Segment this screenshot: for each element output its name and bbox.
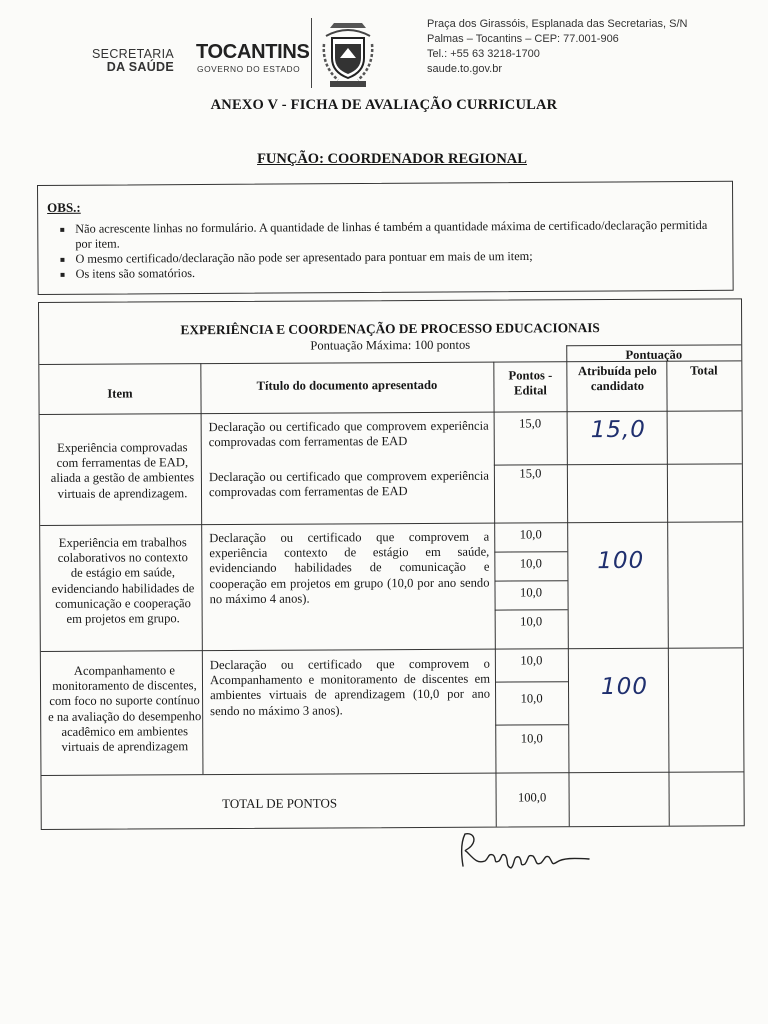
observations-list bbox=[46, 218, 726, 282]
state-government-label: GOVERNO DO ESTADO bbox=[197, 64, 301, 74]
address-line: Praça dos Girassóis, Esplanada das Secretarias, S/N bbox=[427, 18, 688, 30]
rule bbox=[495, 681, 568, 682]
document-cell: Declaração ou certificado que comprovem experiência comprovadas com ferramentas de EAD bbox=[208, 418, 489, 450]
address-phone: Tel.: +55 63 3218-1700 bbox=[427, 48, 540, 60]
points-cell: 10,0 bbox=[519, 527, 542, 542]
points-cell: 10,0 bbox=[520, 731, 543, 746]
total-points: 100,0 bbox=[517, 790, 547, 805]
rule bbox=[495, 609, 568, 610]
item-cell: Acompanhamento e monitoramento de discentes, com foco no suporte contínuo e na avaliação do desempenho acadêmico em ambientes virtuais de aprendizagem bbox=[48, 663, 202, 754]
rule bbox=[494, 551, 567, 552]
coat-of-arms-icon bbox=[318, 14, 378, 92]
rule bbox=[40, 410, 742, 415]
section-title: EXPERIÊNCIA E COORDENAÇÃO DE PROCESSO EDUCACIONAIS bbox=[180, 320, 600, 338]
section-subtitle: Pontuação Máxima: 100 pontos bbox=[310, 337, 471, 353]
handwritten-score: 100 bbox=[597, 547, 645, 575]
function-title: FUNÇÃO: COORDENADOR REGIONAL bbox=[257, 151, 527, 167]
item-header: Item bbox=[107, 386, 133, 401]
document-title: ANEXO V - FICHA DE AVALIAÇÃO CURRICULAR bbox=[210, 97, 558, 113]
document-cell: Declaração ou certificado que comprovem o Acompanhamento e monitoramento de discentes em ambientes virtuais de aprendizagem (10,0 por ano sendo no máximo 3 anos). bbox=[209, 656, 491, 718]
rule bbox=[494, 580, 567, 581]
evaluation-table bbox=[38, 298, 745, 830]
points-cell: 10,0 bbox=[519, 556, 542, 571]
address-website: saude.to.gov.br bbox=[427, 63, 503, 75]
total-header: Total bbox=[690, 363, 718, 378]
item-cell: Experiência em trabalhos colaborativos no contexto de estágio em saúde, evidenciando habilidades de comunicação e cooperação em projetos em grupo. bbox=[51, 535, 195, 626]
edital-header: Pontos - Edital bbox=[508, 368, 553, 398]
observation-item: Os itens são somatórios. bbox=[47, 263, 727, 282]
secretaria-label: SECRETARIA bbox=[92, 47, 174, 61]
points-cell: 15,0 bbox=[519, 416, 542, 431]
handwritten-score: 100 bbox=[600, 673, 648, 701]
observation-item: Não acrescente linhas no formulário. A quantidade de linhas é também a quantidade máxima de certificado/declaração permitida por item. bbox=[46, 218, 726, 252]
pontuacao-header: Pontuação bbox=[625, 347, 683, 362]
total-label: TOTAL DE PONTOS bbox=[222, 795, 338, 812]
rule bbox=[494, 463, 742, 465]
state-logo-text: TOCANTINS bbox=[196, 41, 310, 63]
points-cell: 10,0 bbox=[519, 585, 543, 600]
document-header: Título do documento apresentado bbox=[256, 377, 438, 393]
address-city: Palmas – Tocantins – CEP: 77.001-906 bbox=[427, 33, 619, 45]
rule bbox=[495, 724, 568, 725]
signature-icon bbox=[455, 828, 595, 872]
rule bbox=[41, 771, 743, 776]
candidato-header: Atribuída pelo candidato bbox=[577, 363, 657, 394]
document-cell: Declaração ou certificado que comprovem a experiência contexto de estágio em saúde, evidenciando habilidades de comunicação e cooperação em projetos em grupo (10,0 por ano sendo no máximo 4 anos). bbox=[209, 529, 490, 606]
rule bbox=[41, 647, 743, 652]
points-cell: 15,0 bbox=[519, 466, 542, 481]
observations-box bbox=[37, 181, 734, 295]
item-cell: Experiência comprovadas com ferramentas de EAD, aliada a gestão de ambientes virtuais de aprendizagem. bbox=[50, 440, 195, 501]
rule bbox=[40, 521, 742, 526]
document-cell: Declaração ou certificado que comprovem experiência comprovadas com ferramentas de EAD bbox=[208, 468, 489, 500]
saude-label: DA SAÚDE bbox=[106, 60, 174, 74]
handwritten-score: 15,0 bbox=[590, 416, 646, 444]
points-cell: 10,0 bbox=[520, 653, 543, 668]
header-divider bbox=[311, 18, 312, 88]
observations-title: OBS.: bbox=[47, 199, 81, 215]
points-cell: 10,0 bbox=[520, 691, 543, 706]
observation-item: O mesmo certificado/declaração não pode ser apresentado para pontuar em mais de um item; bbox=[46, 248, 726, 267]
rule bbox=[666, 361, 669, 826]
points-cell: 10,0 bbox=[520, 614, 543, 629]
